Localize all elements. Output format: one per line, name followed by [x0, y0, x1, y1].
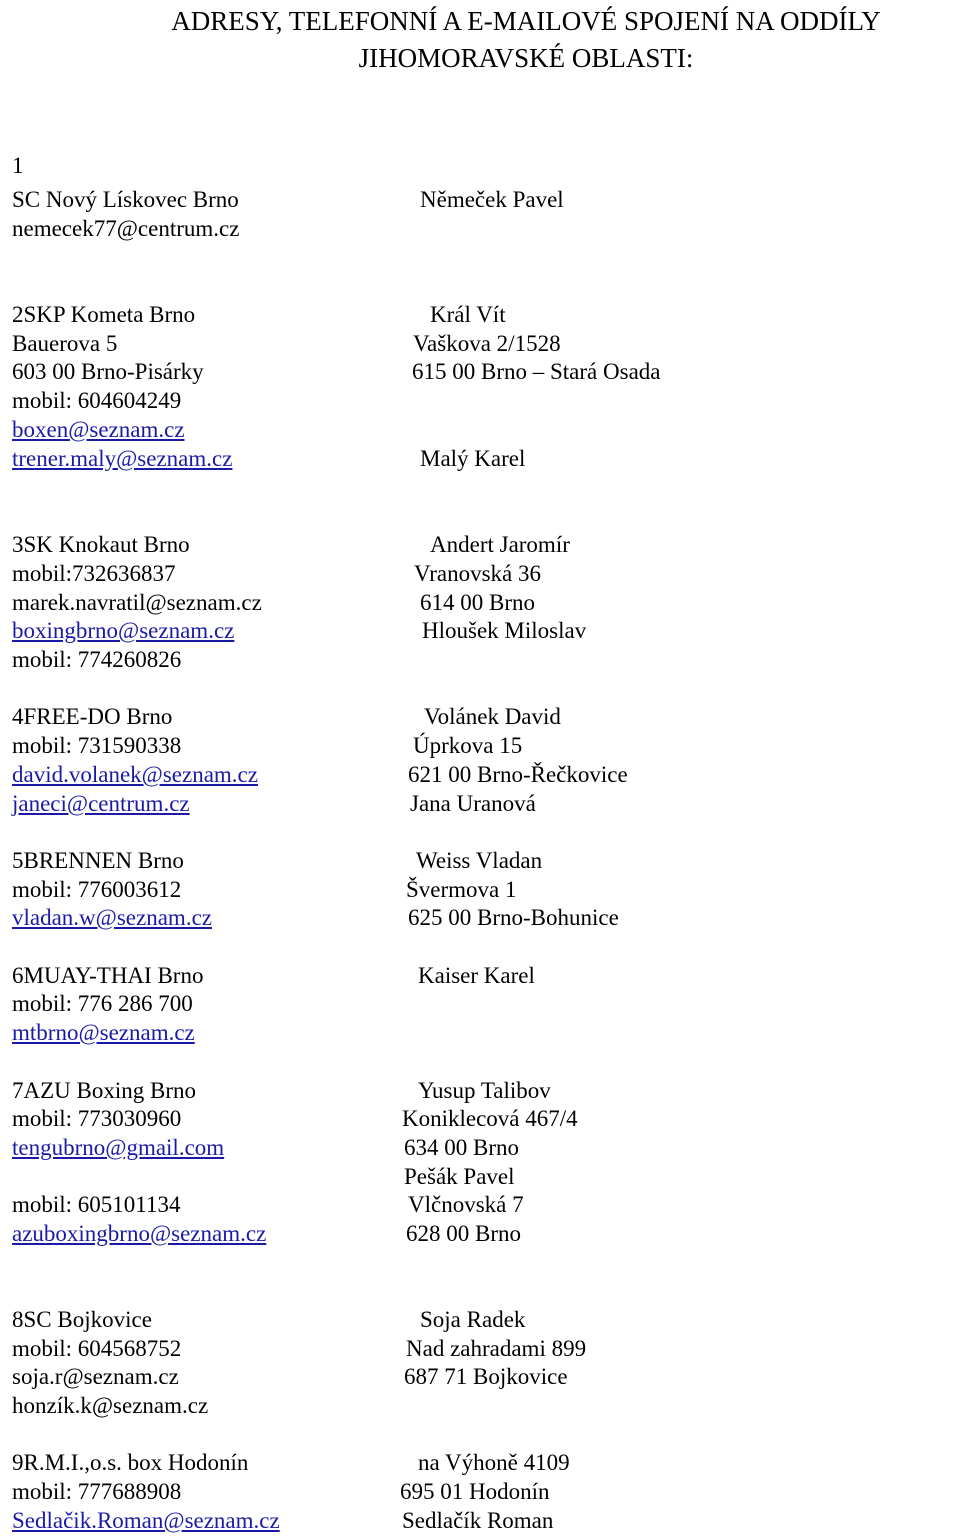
club-1-number: 1 [12, 153, 24, 178]
club-7-second-contact: Pešák Pavel [404, 1164, 515, 1189]
club-9-contact-city: 695 01 Hodonín [400, 1479, 550, 1504]
club-4-contact-street: Úprkova 15 [413, 733, 523, 758]
club-7-contact-street: Koniklecová 467/4 [402, 1106, 578, 1131]
club-6-mobile: mobil: 776 286 700 [12, 991, 193, 1016]
club-9-contact-person: Sedlačík Roman [402, 1508, 554, 1533]
club-4-name: 4FREE-DO Brno [12, 704, 173, 729]
club-4-email-link[interactable]: david.volanek@seznam.cz [12, 762, 258, 787]
club-9-mobile: mobil: 777688908 [12, 1479, 182, 1504]
club-6-name: 6MUAY-THAI Brno [12, 963, 204, 988]
club-5-email-link[interactable]: vladan.w@seznam.cz [12, 905, 212, 930]
club-2-contact-city: 615 00 Brno – Stará Osada [412, 359, 661, 384]
club-8-name: 8SC Bojkovice [12, 1307, 152, 1332]
club-7-mobile-2: mobil: 605101134 [12, 1192, 181, 1217]
club-2-email-link[interactable]: boxen@seznam.cz [12, 417, 185, 442]
club-2-contact-person: Král Vít [430, 302, 506, 327]
club-5-name: 5BRENNEN Brno [12, 848, 184, 873]
club-2-address-city: 603 00 Brno-Pisárky [12, 359, 204, 384]
club-3-contact-street: Vranovská 36 [414, 561, 542, 586]
club-7-mobile: mobil: 773030960 [12, 1106, 182, 1131]
club-3-second-contact: Hloušek Miloslav [422, 618, 587, 643]
club-1-name: SC Nový Lískovec Brno [12, 187, 239, 212]
club-6-email-link[interactable]: mtbrno@seznam.cz [12, 1020, 195, 1045]
club-3-contact-person: Andert Jaromír [430, 532, 570, 557]
club-4-email-link-2[interactable]: janeci@centrum.cz [12, 791, 190, 816]
club-7-email-link-2[interactable]: azuboxingbrno@seznam.cz [12, 1221, 267, 1246]
club-8-email-2: honzík.k@seznam.cz [12, 1393, 209, 1418]
club-5-mobile: mobil: 776003612 [12, 877, 182, 902]
club-3-mobile-2: mobil: 774260826 [12, 647, 182, 672]
club-2-mobile: mobil: 604604249 [12, 388, 182, 413]
club-8-contact-city: 687 71 Bojkovice [404, 1364, 568, 1389]
club-9-email-link[interactable]: Sedlačik.Roman@seznam.cz [12, 1508, 280, 1533]
club-9-contact-street: na Výhoně 4109 [418, 1450, 570, 1475]
club-3-name: 3SK Knokaut Brno [12, 532, 190, 557]
club-2-second-contact: Malý Karel [420, 446, 526, 471]
club-3-email-link[interactable]: boxingbrno@seznam.cz [12, 618, 235, 643]
page-title-line-1: ADRESY, TELEFONNÍ A E-MAILOVÉ SPOJENÍ NA ODDÍLY [171, 6, 881, 36]
club-8-contact-person: Soja Radek [420, 1307, 526, 1332]
club-1-email: nemecek77@centrum.cz [12, 216, 240, 241]
club-7-contact-person: Yusup Talibov [418, 1078, 551, 1103]
club-7-name: 7AZU Boxing Brno [12, 1078, 196, 1103]
club-2-contact-street: Vaškova 2/1528 [413, 331, 561, 356]
page-title-line-2: JIHOMORAVSKÉ OBLASTI: [358, 43, 694, 73]
club-8-contact-street: Nad zahradami 899 [406, 1336, 587, 1361]
club-7-contact-city: 634 00 Brno [404, 1135, 519, 1160]
club-7-second-street: Vlčnovská 7 [408, 1192, 524, 1217]
club-7-email-link[interactable]: tengubrno@gmail.com [12, 1135, 225, 1160]
club-2-address-street: Bauerova 5 [12, 331, 118, 356]
club-9-name: 9R.M.I.,o.s. box Hodonín [12, 1450, 249, 1475]
club-2-email-link-2[interactable]: trener.maly@seznam.cz [12, 446, 233, 471]
club-3-contact-city: 614 00 Brno [420, 590, 535, 615]
club-7-second-city: 628 00 Brno [406, 1221, 521, 1246]
club-4-contact-city: 621 00 Brno-Řečkovice [408, 762, 628, 787]
club-8-mobile: mobil: 604568752 [12, 1336, 182, 1361]
club-4-mobile: mobil: 731590338 [12, 733, 182, 758]
club-5-contact-street: Švermova 1 [406, 877, 517, 902]
club-8-email: soja.r@seznam.cz [12, 1364, 179, 1389]
club-4-second-contact: Jana Uranová [410, 791, 536, 816]
club-6-contact-person: Kaiser Karel [418, 963, 535, 988]
club-3-mobile: mobil:732636837 [12, 561, 176, 586]
club-2-name: 2SKP Kometa Brno [12, 302, 196, 327]
club-5-contact-city: 625 00 Brno-Bohunice [408, 905, 619, 930]
club-3-email: marek.navratil@seznam.cz [12, 590, 262, 615]
club-4-contact-person: Volánek David [424, 704, 561, 729]
club-1-contact-person: Němeček Pavel [420, 187, 564, 212]
club-5-contact-person: Weiss Vladan [416, 848, 543, 873]
